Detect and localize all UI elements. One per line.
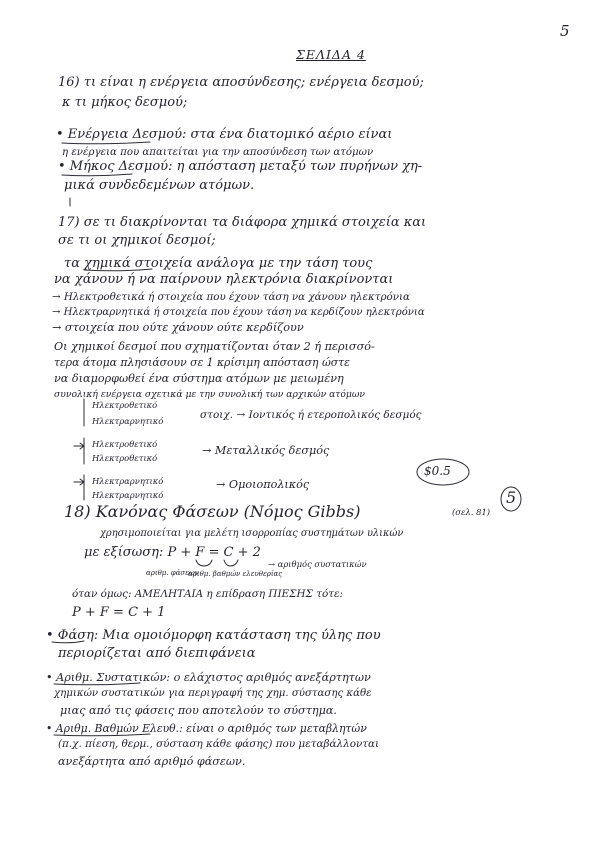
def-components-cont-2: μιας από τις φάσεις που αποτελούν το σύστημα.: [60, 704, 337, 717]
question-18: 18) Κανόνας Φάσεων (Νόμος Gibbs): [64, 502, 361, 521]
reduced-equation: P + F = C + 1: [72, 605, 166, 620]
gibbs-usage: χρησιμοποιείται για μελέτη ισορροπίας συστημάτων υλικών: [100, 528, 404, 539]
def-degrees-cont-1: (π.χ. πίεση, θερμ., σύσταση κάθε φάσης) που μεταβάλλονται: [58, 738, 380, 750]
def-bond-energy: • Ενέργεια Δεσμού: στα ένα διατομικό αέριο είναι: [56, 127, 393, 142]
question-17: 17) σε τι διακρίνονται τα διάφορα χημικά στοιχεία και: [58, 215, 427, 230]
bonds-text-3: να διαμορφωθεί ένα σύστημα ατόμων με μειωμένη: [54, 372, 344, 385]
def-bond-energy-cont: η ενέργεια που απαιτείται για την αποσύνδεση των ατόμων: [62, 147, 374, 158]
bonds-text-4: συνολική ενέργεια σχετικά με την συνολική των αρχικών ατόμων: [54, 389, 365, 400]
covalent-negative-1: Ηλεκτραρνητικό: [92, 476, 164, 486]
covalent-negative-2: Ηλεκτραρνητικό: [92, 490, 164, 500]
ionic-negative: Ηλεκτραρνητικό: [92, 416, 164, 426]
metallic-positive-1: Ηλεκτροθετικό: [92, 439, 158, 449]
price-stamp: $0.5: [424, 464, 451, 478]
ionic-bond: στοιχ. → Ιοντικός ή ετεροπολικός δεσμός: [200, 409, 422, 421]
pressure-condition: όταν όμως: ΑΜΕΛΗΤΑΙΑ η επίδραση ΠΙΕΣΗΣ τότε:: [72, 588, 344, 600]
page-title: ΣΕΛΙΔΑ 4: [296, 47, 366, 62]
def-degrees: • Αριθμ. Βαθμών Ελευθ.: είναι ο αριθμός των μεταβλητών: [46, 722, 367, 735]
gibbs-equation: με εξίσωση: P + F = C + 2: [84, 545, 261, 560]
ionic-positive: Ηλεκτροθετικό: [92, 400, 158, 410]
label-components: → αριθμός συστατικών: [268, 559, 367, 569]
label-phases: αριθμ. φάσεων: [146, 569, 199, 577]
page-number: 5: [560, 22, 570, 40]
page-reference: (σελ. 81): [452, 507, 491, 517]
def-bond-length-cont: μικά συνδεδεμένων ατόμων.: [64, 178, 255, 193]
question-17-cont: σε τι οι χημικοί δεσμοί;: [58, 233, 216, 248]
def-degrees-cont-2: ανεξάρτητα από αριθμό φάσεων.: [58, 755, 246, 768]
neutral-item: → στοιχεία που ούτε χάνουν ούτε κερδίζουν: [52, 321, 304, 334]
elements-intro-cont: να χάνουν ή να παίρνουν ηλεκτρόνια διακρίνονται: [54, 272, 394, 287]
metallic-positive-2: Ηλεκτροθετικό: [92, 453, 158, 463]
elements-intro: τα χημικά στοιχεία ανάλογα με την τάση τους: [64, 256, 373, 271]
label-degrees-freedom: αριθμ. βαθμών ελευθερίας: [188, 570, 283, 578]
question-16-cont: κ τι μήκος δεσμού;: [62, 95, 188, 110]
electronegative-item: → Ηλεκτραρνητικά ή στοιχεία που έχουν τάση να κερδίζουν ηλεκτρόνια: [52, 307, 425, 318]
question-16: 16) τι είναι η ενέργεια αποσύνδεσης; ενέργεια δεσμού;: [58, 75, 424, 90]
def-phase: • Φάση: Μια ομοιόμορφη κατάσταση της ύλης που: [46, 628, 381, 643]
circled-number: 5: [506, 488, 517, 507]
metallic-bond: → Μεταλλικός δεσμός: [202, 444, 330, 457]
def-components-cont-1: χημικών συστατικών για περιγραφή της χημ. σύστασης κάθε: [54, 688, 372, 699]
def-components: • Αριθμ. Συστατικών: ο ελάχιστος αριθμός ανεξάρτητων: [46, 671, 371, 684]
def-bond-length: • Μήκος Δεσμού: η απόσταση μεταξύ των πυρήνων χη-: [58, 159, 423, 174]
electropositive-item: → Ηλεκτροθετικά ή στοιχεία που έχουν τάση να χάνουν ηλεκτρόνια: [52, 291, 410, 303]
bonds-text-2: τερα άτομα πλησιάσουν σε 1 κρίσιμη απόσταση ώστε: [54, 356, 350, 369]
covalent-bond: → Ομοιοπολικός: [216, 478, 310, 491]
def-phase-cont: περιορίζεται από διεπιφάνεια: [58, 646, 256, 661]
bonds-text-1: Οι χημικοί δεσμοί που σχηματίζονται όταν 2 ή περισσό-: [54, 340, 375, 353]
